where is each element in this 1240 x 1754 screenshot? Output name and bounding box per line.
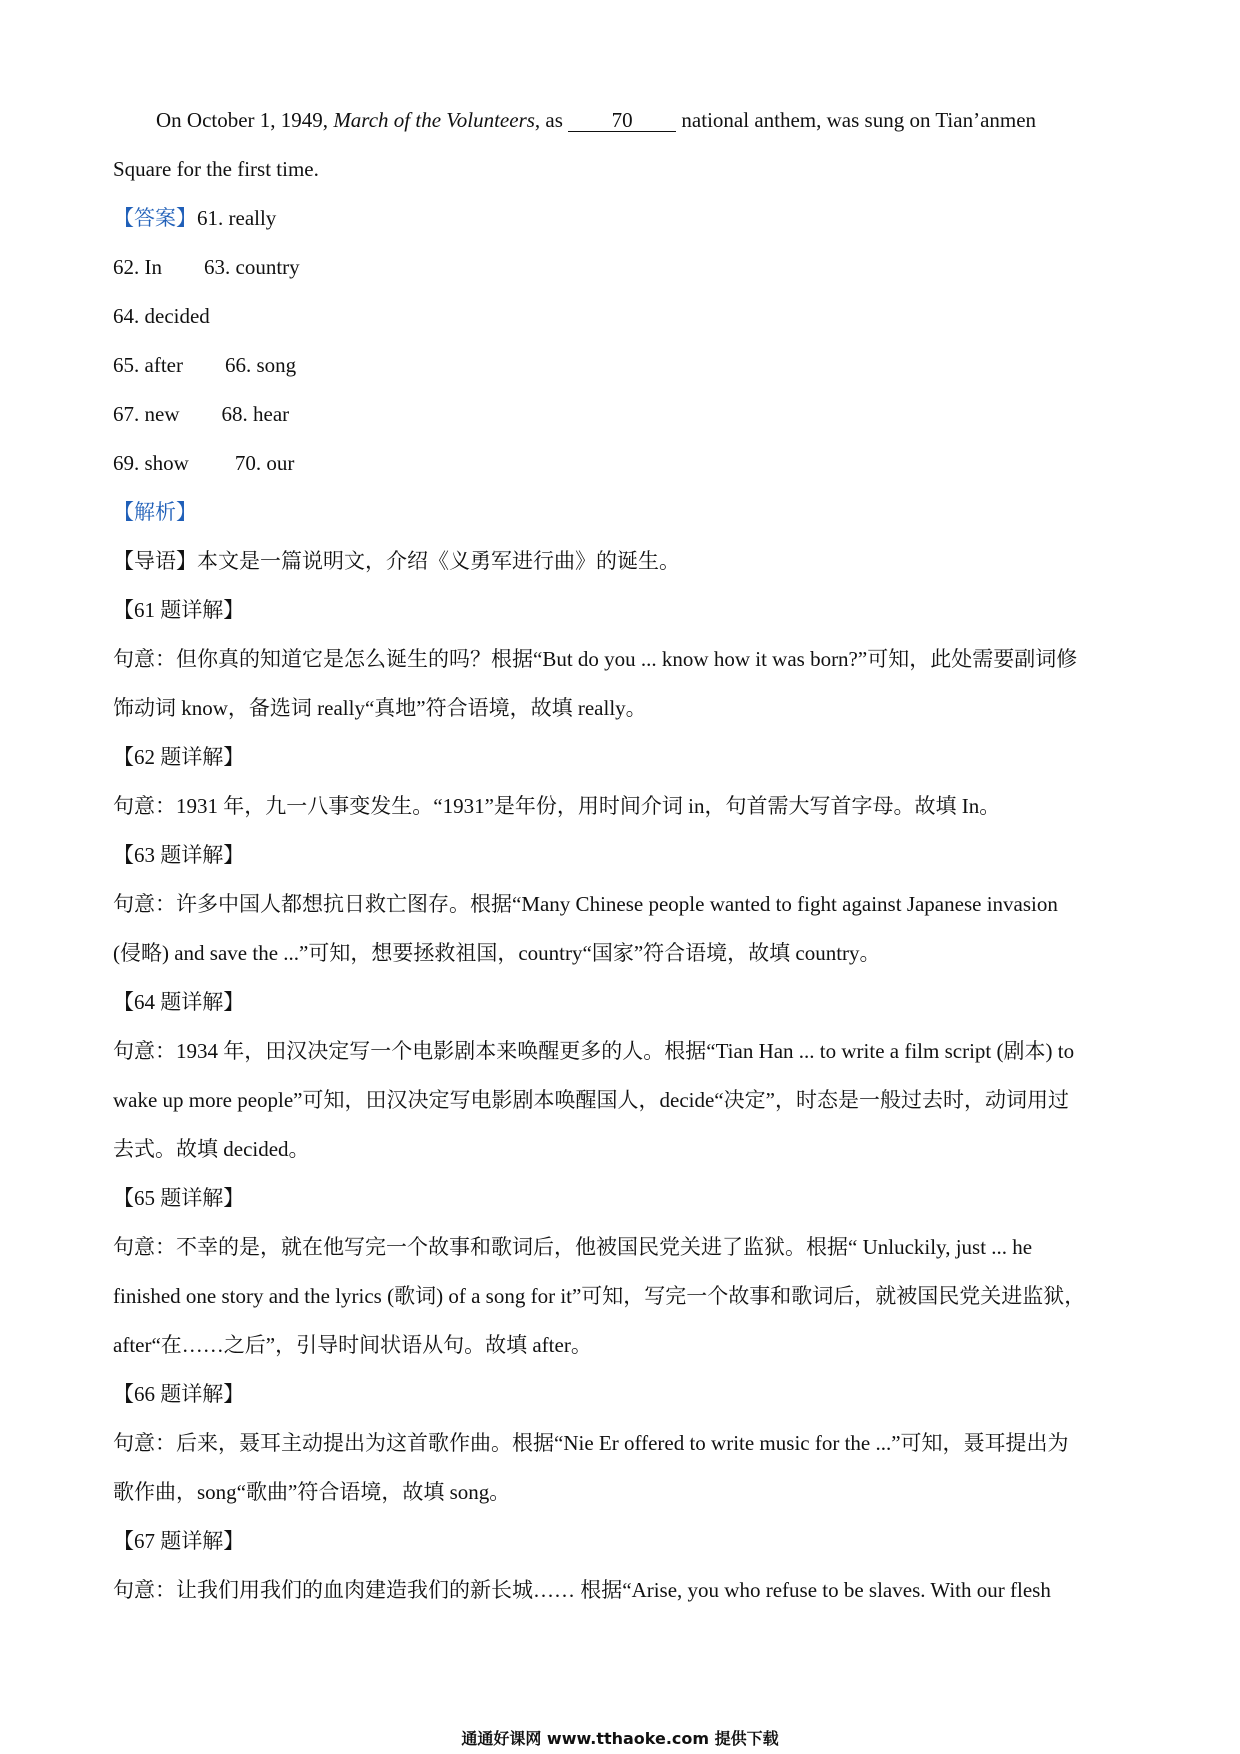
answer-line-4 xyxy=(113,341,1123,390)
detail-heading: 【66 题详解】 xyxy=(113,1382,245,1406)
detail-text: 句意：1934 年，田汉决定写一个电影剧本来唤醒更多的人。根据“Tian Han ... to write a film script (剧本) to xyxy=(113,1039,1075,1063)
answer-item: 64. decided xyxy=(113,304,210,328)
footer-watermark: 通通好课网 www.tthaoke.com 提供下载 xyxy=(461,1729,779,1748)
answer-line-1 xyxy=(113,194,1123,243)
detail-heading: 【65 题详解】 xyxy=(113,1186,245,1210)
detail-67 xyxy=(113,1517,1123,1615)
answer-item: 68. hear xyxy=(221,402,290,426)
passage-text: national anthem, was sung on Tian’anmen xyxy=(676,108,1037,132)
detail-63 xyxy=(113,831,1123,978)
detail-text: 句意：让我们用我们的血肉建造我们的新长城…… 根据“Arise, you who refuse to be slaves. With our flesh xyxy=(113,1578,1051,1602)
answer-item: 62. In xyxy=(113,255,162,279)
answer-item: 61. really xyxy=(197,206,277,230)
answer-item: 69. show xyxy=(113,451,189,475)
detail-text: 句意：许多中国人都想抗日救亡图存。根据“Many Chinese people wanted to fight against Japanese invasion xyxy=(113,892,1058,916)
detail-heading: 【61 题详解】 xyxy=(113,598,245,622)
detail-text: wake up more people”可知，田汉决定写电影剧本唤醒国人，decide“决定”，时态是一般过去时，动词用过 xyxy=(113,1088,1069,1112)
detail-text: finished one story and the lyrics (歌词) of a song for it”可知，写完一个故事和歌词后，就被国民党关进监狱， xyxy=(113,1284,1086,1308)
document-page xyxy=(113,96,1123,1615)
song-title: March of the Volunteers xyxy=(333,108,535,132)
detail-text: 饰动词 know，备选词 really“真地”符合语境，故填 really。 xyxy=(113,696,647,720)
intro-line: 【导语】本文是一篇说明文，介绍《义勇军进行曲》的诞生。 xyxy=(113,549,680,573)
detail-text: (侵略) and save the ...”可知，想要拯救祖国，country“国家”符合语境，故填 country。 xyxy=(113,941,881,965)
answer-item: 66. song xyxy=(224,353,297,377)
detail-65 xyxy=(113,1174,1123,1370)
detail-text: 句意：后来，聂耳主动提出为这首歌作曲。根据“Nie Er offered to write music for the ...”可知，聂耳提出为 xyxy=(113,1431,1069,1455)
detail-text: 句意：不幸的是，就在他写完一个故事和歌词后，他被国民党关进了监狱。根据“ Unluckily, just ... he xyxy=(113,1235,1033,1259)
answer-item: 65. after xyxy=(113,353,183,377)
detail-64 xyxy=(113,978,1123,1174)
answer-item: 63. country xyxy=(204,255,300,279)
detail-heading: 【63 题详解】 xyxy=(113,843,245,867)
answer-item: 67. new xyxy=(113,402,180,426)
detail-heading: 【67 题详解】 xyxy=(113,1529,245,1553)
detail-61 xyxy=(113,586,1123,733)
answer-tag: 【答案】 xyxy=(113,206,197,230)
detail-text: after“在……之后”，引导时间状语从句。故填 after。 xyxy=(113,1333,592,1357)
detail-62 xyxy=(113,733,1123,831)
detail-66 xyxy=(113,1370,1123,1517)
detail-text: 歌作曲，song“歌曲”符合语境，故填 song。 xyxy=(113,1480,511,1504)
passage-text: , as xyxy=(534,108,569,132)
blank-70: 70 xyxy=(568,109,676,132)
answer-line-6 xyxy=(113,439,1123,488)
analysis-tag: 【解析】 xyxy=(113,500,197,524)
detail-text: 句意：但你真的知道它是怎么诞生的吗？根据“But do you ... know how it was born?”可知，此处需要副词修 xyxy=(113,647,1078,671)
passage-line-2: Square for the first time. xyxy=(113,157,319,181)
answer-line-2 xyxy=(113,243,1123,292)
answer-line-5 xyxy=(113,390,1123,439)
answer-line-3 xyxy=(113,292,1123,341)
detail-text: 去式。故填 decided。 xyxy=(113,1137,310,1161)
detail-heading: 【64 题详解】 xyxy=(113,990,245,1014)
passage-line-1 xyxy=(113,96,1123,145)
passage-text: On October 1, 1949, xyxy=(156,108,334,132)
answer-item: 70. our xyxy=(234,451,295,475)
detail-text: 句意：1931 年，九一八事变发生。“1931”是年份，用时间介词 in，句首需大写首字母。故填 In。 xyxy=(113,794,1001,818)
detail-heading: 【62 题详解】 xyxy=(113,745,245,769)
